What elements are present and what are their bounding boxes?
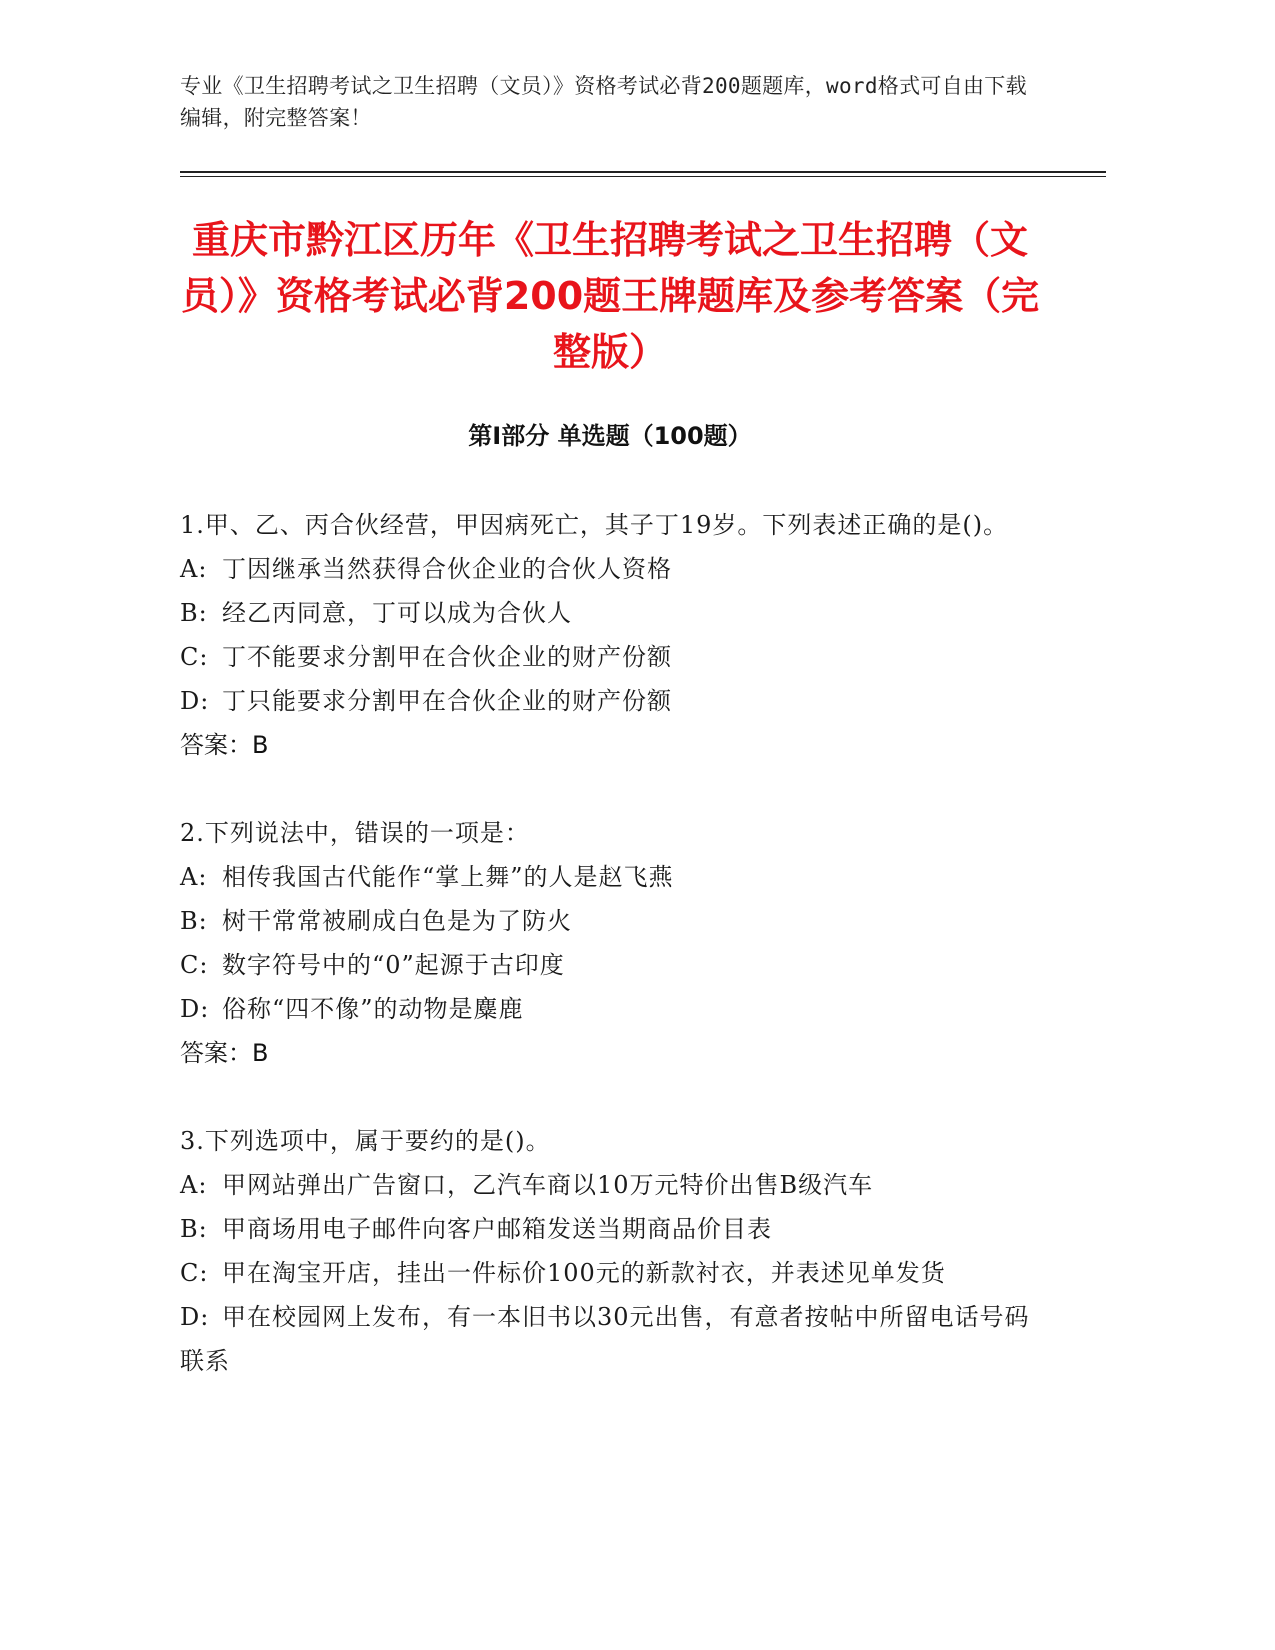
option-d xyxy=(180,1295,1050,1383)
question-2 xyxy=(180,811,1050,1075)
option-text: 丁只能要求分割甲在合伙企业的财产份额 xyxy=(222,687,672,715)
option-label: C: xyxy=(180,643,209,671)
option-text: 树干常常被刷成白色是为了防火 xyxy=(222,907,572,935)
option-label: C: xyxy=(180,951,209,979)
answer-line: 答案：B xyxy=(180,731,269,759)
option-text: 经乙丙同意，丁可以成为合伙人 xyxy=(222,599,572,627)
option-label: D: xyxy=(180,687,210,715)
option-text: 甲在校园网上发布，有一本旧书以30元出售，有意者按帖中所留电话号码联系 xyxy=(180,1303,1030,1375)
option-text: 俗称“四不像”的动物是麋鹿 xyxy=(222,995,524,1023)
option-a xyxy=(180,547,1050,591)
answer-line: 答案：B xyxy=(180,1039,269,1067)
document-title: 重庆市黔江区历年《卫生招聘考试之卫生招聘（文员）》资格考试必背200题王牌题库及参考答案（完整版） xyxy=(180,218,1040,374)
option-text: 相传我国古代能作“掌上舞”的人是赵飞燕 xyxy=(222,863,674,891)
document-header-note: 专业《卫生招聘考试之卫生招聘（文员）》资格考试必背200题题库，word格式可自由下载编辑，附完整答案！ xyxy=(180,74,1027,130)
option-label: D: xyxy=(180,1303,210,1331)
option-c xyxy=(180,635,1050,679)
option-label: A: xyxy=(180,555,208,583)
option-c xyxy=(180,943,1050,987)
question-stem: 3.下列选项中，属于要约的是()。 xyxy=(180,1127,551,1155)
option-b xyxy=(180,899,1050,943)
option-label: B: xyxy=(180,1215,208,1243)
option-a xyxy=(180,855,1050,899)
question-stem: 1.甲、乙、丙合伙经营，甲因病死亡，其子丁19岁。下列表述正确的是()。 xyxy=(180,511,1009,539)
option-text: 甲网站弹出广告窗口，乙汽车商以10万元特价出售B级汽车 xyxy=(222,1171,874,1199)
option-label: B: xyxy=(180,599,208,627)
option-b xyxy=(180,591,1050,635)
header-divider-thin xyxy=(180,176,1106,177)
option-a xyxy=(180,1163,1050,1207)
question-stem: 2.下列说法中，错误的一项是： xyxy=(180,819,530,847)
question-1 xyxy=(180,503,1050,767)
option-label: C: xyxy=(180,1259,209,1287)
option-label: A: xyxy=(180,863,208,891)
option-label: B: xyxy=(180,907,208,935)
header-divider xyxy=(180,171,1106,173)
option-text: 丁因继承当然获得合伙企业的合伙人资格 xyxy=(222,555,672,583)
section-heading: 第Ⅰ部分 单选题（100题） xyxy=(468,422,752,450)
option-b xyxy=(180,1207,1050,1251)
option-d xyxy=(180,987,1050,1031)
option-d xyxy=(180,679,1050,723)
option-label: D: xyxy=(180,995,210,1023)
option-text: 数字符号中的“0”起源于古印度 xyxy=(222,951,565,979)
question-list xyxy=(180,503,1050,1427)
option-text: 丁不能要求分割甲在合伙企业的财产份额 xyxy=(222,643,672,671)
option-text: 甲商场用电子邮件向客户邮箱发送当期商品价目表 xyxy=(222,1215,772,1243)
option-label: A: xyxy=(180,1171,208,1199)
option-text: 甲在淘宝开店，挂出一件标价100元的新款衬衣，并表述见单发货 xyxy=(222,1259,946,1287)
question-3 xyxy=(180,1119,1050,1383)
option-c xyxy=(180,1251,1050,1295)
